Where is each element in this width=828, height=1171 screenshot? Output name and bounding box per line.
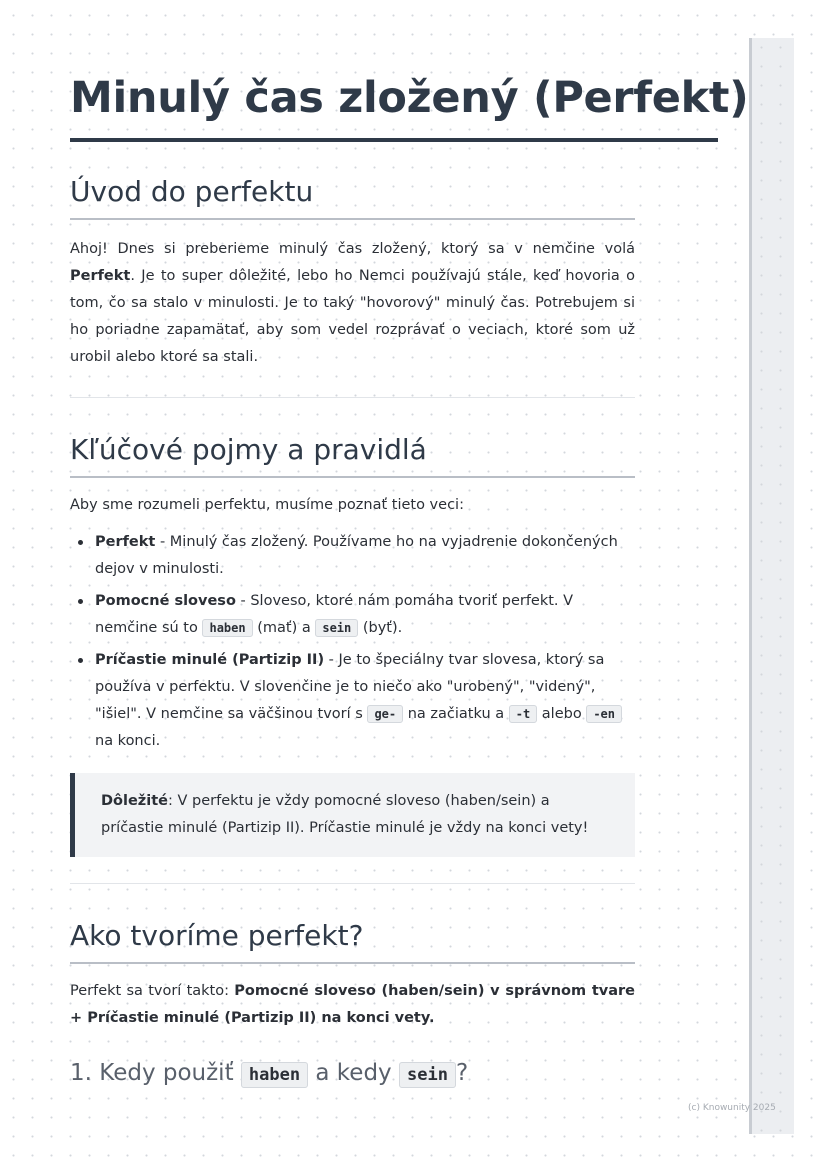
copyright-footer: (c) Knowunity 2025 (688, 1103, 776, 1113)
intro-bold-term: Perfekt (70, 268, 131, 284)
list-item-term: Príčastie minulé (Partizip II) (95, 652, 325, 668)
section-underline (70, 962, 635, 964)
formation-bold-rule: Pomocné sloveso (haben/sein) v správnom tvare + Príčastie minulé (Partizip II) na konci vety. (70, 983, 635, 1026)
concepts-list (70, 529, 635, 755)
section-heading-formation: Ako tvoríme perfekt? (70, 919, 364, 952)
inline-code: sein (399, 1062, 456, 1088)
inline-code: -en (586, 705, 622, 723)
subheading-haben-sein: 1. Kedy použiť haben a kedy sein ? (70, 1060, 469, 1086)
title-underline (70, 138, 718, 142)
document-content (70, 70, 749, 1092)
important-callout (70, 773, 635, 857)
section-heading-intro: Úvod do perfektu (70, 175, 314, 208)
list-item-term: Pomocné sloveso (95, 593, 236, 609)
list-item: Perfekt - Minulý čas zložený. Používame ho na vyjadrenie dokončených dejov v minulosti. (95, 529, 635, 583)
section-separator (70, 883, 635, 884)
concepts-lead: Aby sme rozumeli perfektu, musíme poznať tieto veci: (70, 497, 464, 513)
list-item: Príčastie minulé (Partizip II) - Je to špeciálny tvar slovesa, ktorý sa používa v perfektu. V slovenčine je to niečo ako "urobený", "videný", "išiel". V nemčine sa väčšinou tvorí s ge- na začiatku a -t alebo -en na konci. (95, 647, 635, 755)
section-separator (70, 397, 635, 398)
page-title: Minulý čas zložený (Perfekt) (70, 73, 749, 123)
section-underline (70, 476, 635, 478)
inline-code: haben (241, 1062, 308, 1088)
list-item-term: Perfekt (95, 534, 156, 550)
formation-paragraph: Perfekt sa tvorí takto: Pomocné sloveso (haben/sein) v správnom tvare + Príčastie minulé (Partizip II) na konci vety. (70, 983, 635, 1026)
intro-paragraph: Ahoj! Dnes si preberieme minulý čas zložený, ktorý sa v nemčine volá Perfekt. Je to super dôležité, lebo ho Nemci používajú stále, keď hovoria o tom, čo sa stalo v minulosti. Je to taký "hovorový" minulý čas. Potrebujem si ho poriadne zapamätať, aby som vedel rozprávať o veciach, ktoré som už urobil alebo ktoré sa stali. (70, 241, 635, 365)
section-underline (70, 218, 635, 220)
inline-code: haben (202, 619, 252, 637)
page-side-strip (749, 38, 794, 1134)
callout-label: Dôležité (101, 793, 168, 809)
inline-code: sein (315, 619, 358, 637)
section-heading-concepts: Kľúčové pojmy a pravidlá (70, 433, 427, 466)
inline-code: ge- (367, 705, 403, 723)
list-item: Pomocné sloveso - Sloveso, ktoré nám pomáha tvoriť perfekt. V nemčine sú to haben (mať) a sein (byť). (95, 588, 635, 642)
callout-text: : V perfektu je vždy pomocné sloveso (haben/sein) a príčastie minulé (Partizip II). Príčastie minulé je vždy na konci vety! (101, 793, 589, 836)
inline-code: -t (509, 705, 537, 723)
